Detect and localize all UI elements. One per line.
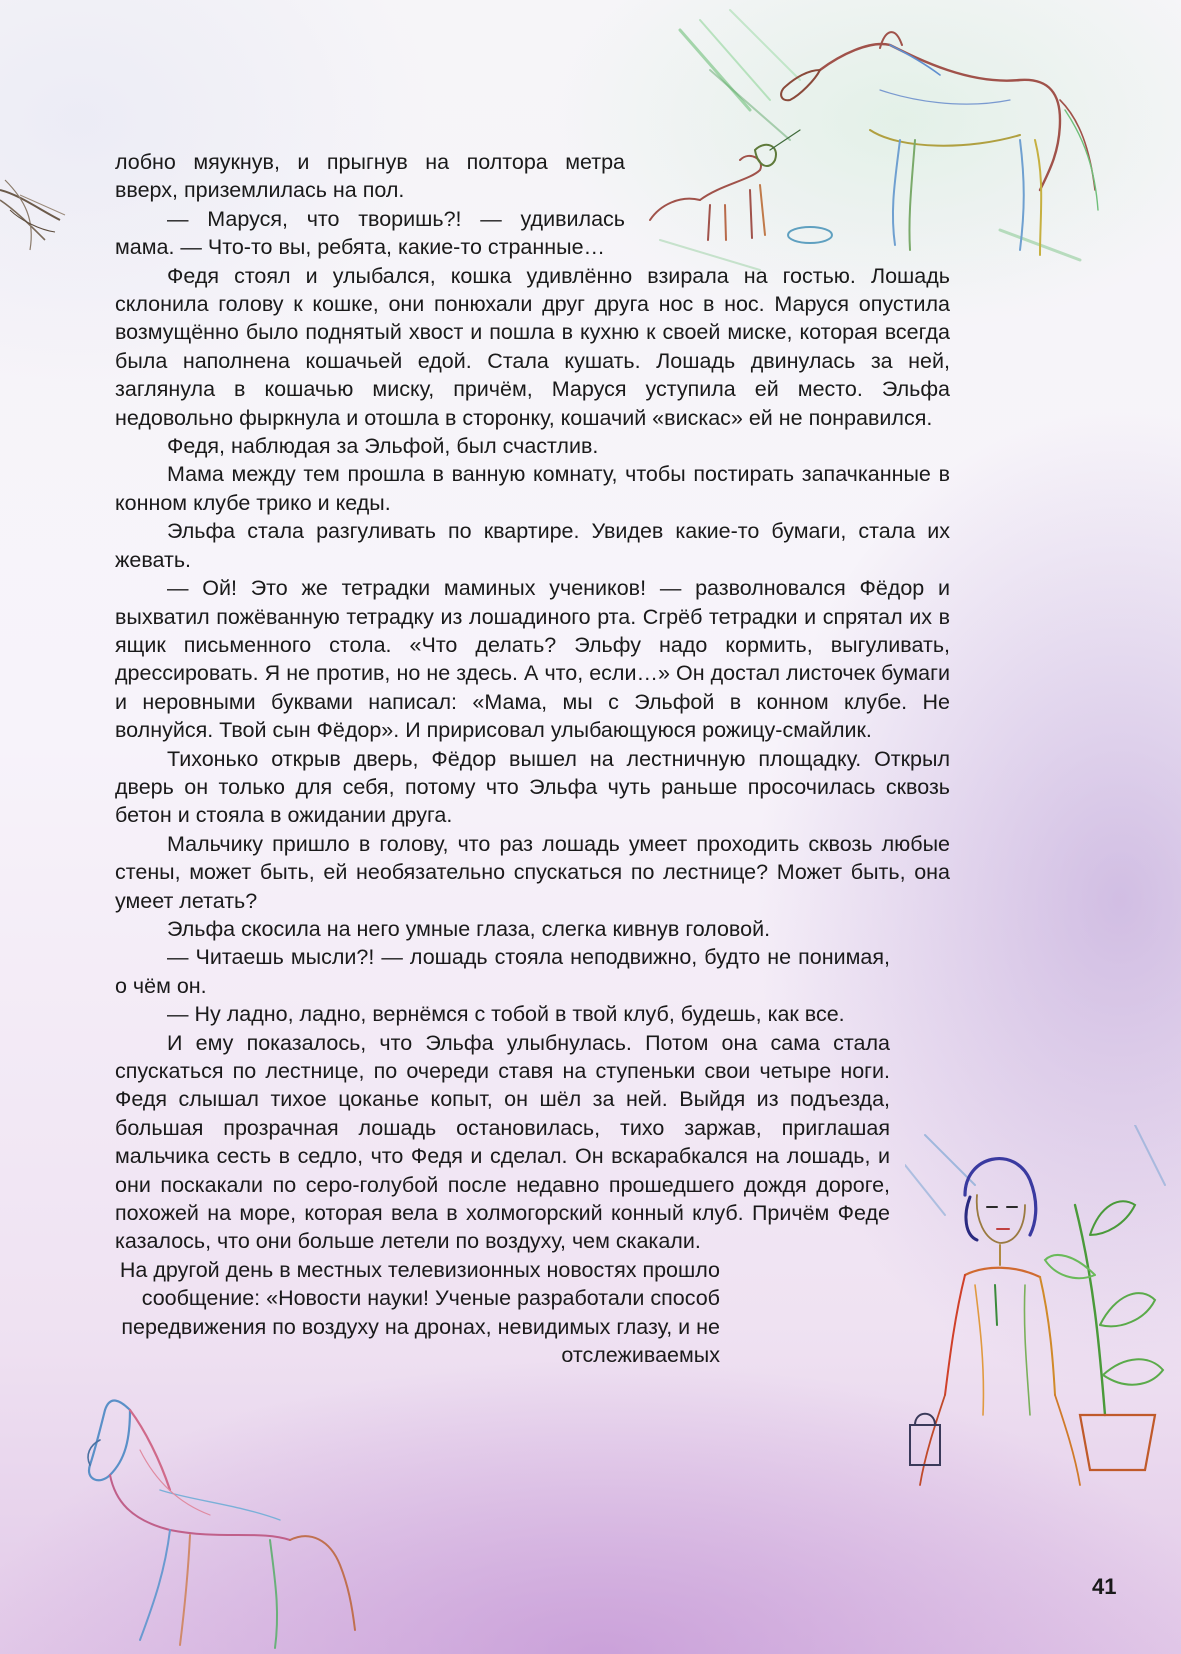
horse-tail-sketch-top-left <box>0 160 80 270</box>
paragraph: Мама между тем прошла в ванную комнату, чтобы постирать запачканные в конном клубе трико и кеды. <box>115 462 950 515</box>
paragraph: Мальчику пришло в голову, что раз лошадь умеет проходить сквозь любые стены, может быть, ей необязательно спускаться по лестнице? Может быть, она умеет летать? <box>115 831 950 913</box>
paragraph: Тихонько открыв дверь, Фёдор вышел на лестничную площадку. Открыл дверь он только для себя, потому что Эльфа чуть раньше просочилась сквозь бетон и стояла в ожидании друга. <box>115 746 950 828</box>
paragraph: Федя стоял и улыбался, кошка удивлённо взирала на гостью. Лошадь склонила голову к кошке, они понюхали друг друга нос в нос. Маруся опустила возмущённо было поднятый хвост и пошла в кухню к своей миске, которая всегда была наполнена кошачьей едой. Стала кушать. Лошадь двинулась за ней, заглянула в кошачью миску, причём, Маруся уступила ей место. Эльфа недовольно фыркнула и отошла в сторонку, кошачий «вискас» ей не понравился. <box>115 263 950 430</box>
paragraph: — Читаешь мысли?! — лошадь стояла неподвижно, будто не понимая, о чём он. <box>115 945 890 998</box>
horse-sketch-bottom-left <box>70 1390 370 1654</box>
paragraph: — Маруся, что творишь?! — удивилась мама. — Что-то вы, ребята, какие-то странные… <box>115 206 625 260</box>
paragraph: Федя, наблюдая за Эльфой, был счастлив. <box>167 434 599 459</box>
page-number: 41 <box>1092 1574 1117 1599</box>
paragraph: Эльфа стала разгуливать по квартире. Увидев какие-то бумаги, стала их жевать. <box>115 519 950 572</box>
paragraph: На другой день в местных телевизионных новостях прошло сообщение: «Новости науки! Ученые разработали способ передвижения по воздуху на дронах, невидимых глазу, и не отслеживаемых <box>119 1257 720 1368</box>
paragraph: — Ну ладно, ладно, вернёмся с тобой в твой клуб, будешь, как все. <box>167 1002 845 1027</box>
paragraph: лобно мяукнув, и прыгнув на полтора метра вверх, приземлилась на пол. <box>115 150 625 203</box>
paragraph: Эльфа скосила на него умные глаза, слегка кивнув головой. <box>167 916 771 941</box>
story-text <box>115 148 950 1369</box>
paragraph: И ему показалось, что Эльфа улыбнулась. Потом она сама стала спускаться по лестнице, по очереди ставя на ступеньки свои четыре ноги. Федя слышал тихое цоканье копыт, он шёл за ней. Выйдя из подъезда, большая прозрачная лошадь остановилась, тихо заржав, приглашая мальчика сесть в седло, что Федя и сделал. Он вскарабкался на лошадь, и они поскакали по серо-голубой после недавно прошедшего дождя дороге, похожей на море, которая вела в холмогорский конный клуб. Причём Феде казалось, что они больше летели по воздуху, чем скакали. <box>115 1030 890 1254</box>
paragraph: — Ой! Это же тетрадки маминых учеников! — разволновался Фёдор и выхватил пожёванную тетрадку из лошадиного рта. Сгрёб тетрадки и спрятал их в ящик письменного стола. «Что делать? Эльфу надо кормить, выгуливать, дрессировать. Я не против, но не здесь. А что, если…» Он достал листочек бумаги и неровными буквами написал: «Мама, мы с Эльфой в конном клубе. Не волнуйся. Твой сын Фёдор». И пририсовал улыбающуюся рожицу-смайлик. <box>115 576 950 743</box>
